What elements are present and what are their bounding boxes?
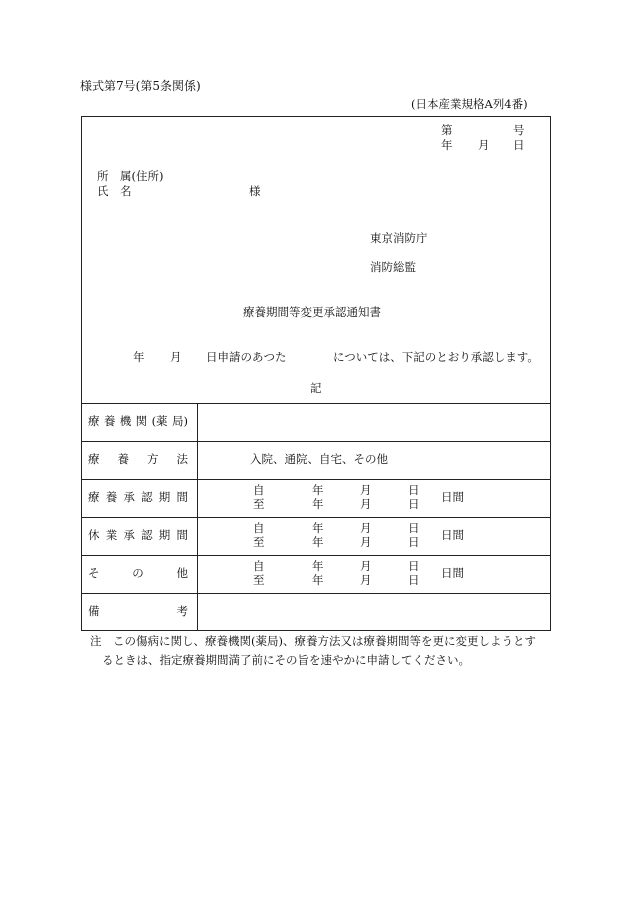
recipient-affiliation-label: 所 属(住所) <box>97 169 164 183</box>
period-year: 年 <box>312 483 324 497</box>
period-days: 日間 <box>441 490 464 504</box>
body-approval-text: については、下記のとおり承認します。 <box>333 350 539 364</box>
body-year: 年 <box>133 350 145 364</box>
header-day: 日 <box>513 138 525 152</box>
row-divider <box>81 517 551 518</box>
row-label-other: そ の 他 <box>88 566 188 580</box>
row-divider <box>81 479 551 480</box>
period-month: 月 <box>360 483 372 497</box>
note-line-1: 注 この傷病に関し、療養機関(薬局)、療養方法又は療養期間等を更に変更しようとす <box>90 634 536 648</box>
period-from: 自 <box>253 521 265 535</box>
period-day: 日 <box>408 535 420 549</box>
period-day: 日 <box>408 559 420 573</box>
form-number: 様式第7号(第5条関係) <box>80 79 201 93</box>
period-days: 日間 <box>441 528 464 542</box>
period-year: 年 <box>312 559 324 573</box>
issuer-office: 東京消防庁 <box>370 231 428 245</box>
row-divider <box>81 441 551 442</box>
period-year: 年 <box>312 521 324 535</box>
period-day: 日 <box>408 497 420 511</box>
header-go: 号 <box>513 123 525 137</box>
issuer-title: 消防総監 <box>370 260 416 274</box>
period-month: 月 <box>360 535 372 549</box>
period-to: 至 <box>253 497 265 511</box>
period-year: 年 <box>312 497 324 511</box>
row-divider <box>81 593 551 594</box>
note-line-2: るときは、指定療養期間満了前にその旨を速やかに申請してください。 <box>102 653 470 667</box>
period-to: 至 <box>253 573 265 587</box>
period-days: 日間 <box>441 566 464 580</box>
body-request-text: 日申請のあつた <box>206 350 287 364</box>
period-year: 年 <box>312 535 324 549</box>
row-divider <box>81 555 551 556</box>
period-year: 年 <box>312 573 324 587</box>
header-dai: 第 <box>441 123 453 137</box>
method-options: 入院、通院、自宅、その他 <box>250 452 388 466</box>
period-day: 日 <box>408 573 420 587</box>
row-label-remarks: 備 考 <box>88 604 188 618</box>
period-to: 至 <box>253 535 265 549</box>
period-from: 自 <box>253 483 265 497</box>
header-year: 年 <box>441 138 453 152</box>
period-month: 月 <box>360 559 372 573</box>
body-month: 月 <box>170 350 182 364</box>
row-label-treatment-period: 療 養 承 認 期 間 <box>88 490 188 504</box>
period-from: 自 <box>253 559 265 573</box>
period-day: 日 <box>408 521 420 535</box>
period-month: 月 <box>360 573 372 587</box>
row-divider <box>81 403 551 404</box>
row-label-leave-period: 休 業 承 認 期 間 <box>88 528 188 542</box>
recipient-honorific: 様 <box>249 184 261 198</box>
form-frame <box>81 116 551 631</box>
period-day: 日 <box>408 483 420 497</box>
period-month: 月 <box>360 497 372 511</box>
row-label-institution: 療 養 機 関 (薬 局) <box>88 414 188 428</box>
period-month: 月 <box>360 521 372 535</box>
paper-size-note: (日本産業規格A列4番) <box>411 97 528 111</box>
row-label-method: 療 養 方 法 <box>88 452 188 466</box>
ki-heading: 記 <box>310 381 322 395</box>
header-month: 月 <box>478 138 490 152</box>
document-title: 療養期間等変更承認通知書 <box>243 305 381 319</box>
recipient-name-label: 氏 名 <box>97 184 132 198</box>
column-divider <box>197 403 198 631</box>
